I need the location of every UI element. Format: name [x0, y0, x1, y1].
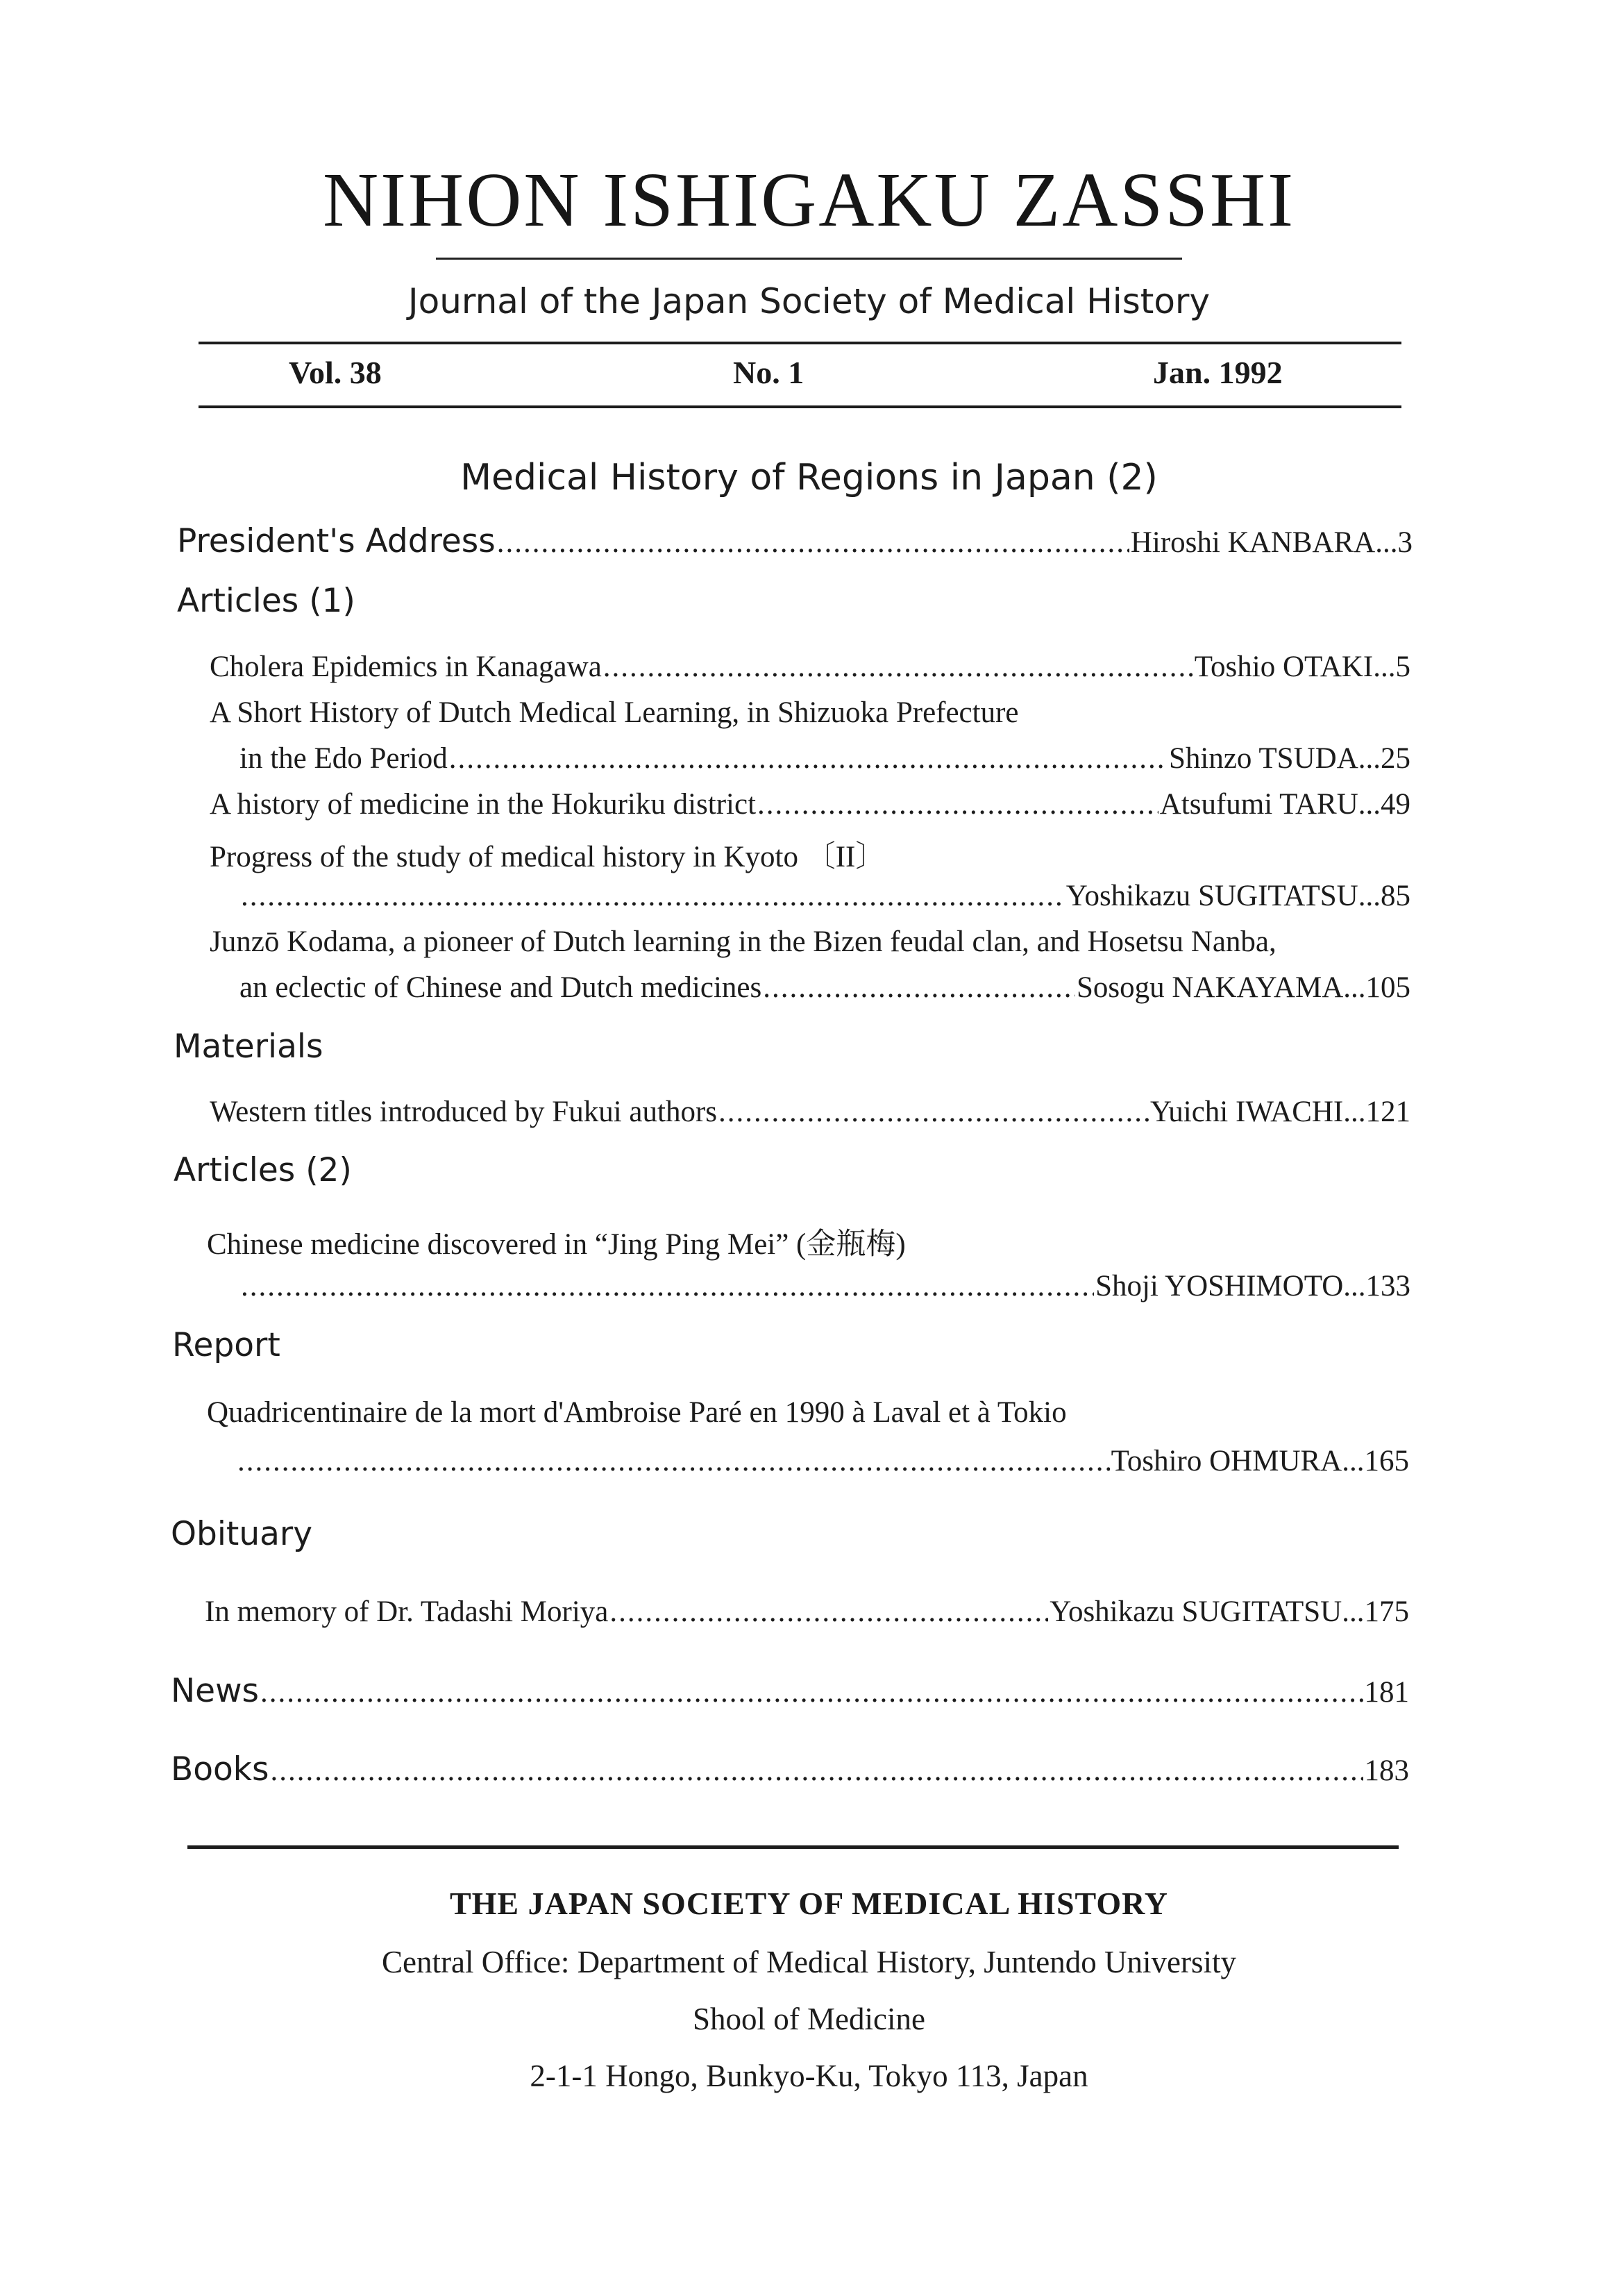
title-rule	[436, 258, 1182, 260]
toc-row-article[interactable]: in the Edo Period ..... Shinzo TSUDA...25	[239, 741, 1410, 776]
toc-author: Shinzo TSUDA	[1168, 742, 1358, 775]
toc-title: Cholera Epidemics in Kanagawa	[210, 651, 602, 683]
number-label: No. 1	[733, 355, 804, 390]
section-heading-articles-2: Articles (2)	[174, 1151, 352, 1189]
toc-row-news[interactable]	[171, 1672, 1409, 1710]
news-label: News	[171, 1672, 260, 1710]
footer-rule	[187, 1845, 1399, 1849]
toc-row-books[interactable]	[171, 1750, 1409, 1788]
dot-leader	[241, 879, 1065, 913]
toc-author: Shoji YOSHIMOTO	[1095, 1270, 1344, 1302]
toc-row-article[interactable]: ..... Shoji YOSHIMOTO...133	[239, 1269, 1410, 1303]
dot-leader	[763, 971, 1075, 1005]
section-heading-obituary: Obituary	[171, 1515, 313, 1553]
toc-row-obituary[interactable]: In memory of Dr. Tadashi Moriya ..... Yoshikazu SUGITATSU...175	[205, 1595, 1409, 1629]
toc-title-line[interactable]: A Short History of Dutch Medical Learning, in Shizuoka Prefecture	[210, 696, 1019, 729]
toc-author: Hiroshi KANBARA	[1130, 526, 1376, 559]
toc-title: A history of medicine in the Hokuriku district	[210, 788, 757, 821]
issue-rule-top	[199, 342, 1401, 344]
toc-row-material[interactable]: Western titles introduced by Fukui authors ..... Yuichi IWACHI...121	[210, 1095, 1410, 1129]
section-heading-materials: Materials	[174, 1028, 323, 1066]
issue-rule-bottom	[199, 405, 1401, 408]
section-heading-report: Report	[172, 1326, 280, 1364]
toc-author: Yoshikazu SUGITATSU	[1050, 1595, 1342, 1628]
dot-leader	[449, 741, 1168, 776]
section-heading-articles-1: Articles (1)	[177, 582, 355, 620]
toc-row-article[interactable]: ..... Yoshikazu SUGITATSU...85	[239, 879, 1410, 913]
toc-page: 133	[1365, 1270, 1410, 1302]
toc-title-line[interactable]: Junzō Kodama, a pioneer of Dutch learning in the Bizen feudal clan, and Hosetsu Nanba,	[210, 925, 1276, 958]
books-label: Books	[171, 1750, 269, 1788]
toc-row-article[interactable]: A history of medicine in the Hokuriku district ..... Atsufumi TARU...49	[210, 787, 1410, 821]
toc-page: 85	[1381, 880, 1410, 912]
toc-author: Yuichi IWACHI	[1149, 1096, 1344, 1128]
dot-leader	[497, 526, 1129, 560]
toc-page: 183	[1364, 1754, 1409, 1787]
dot-leader	[241, 1269, 1094, 1303]
dot-leader	[757, 787, 1158, 821]
journal-title: NIHON ISHIGAKU ZASSHI	[322, 158, 1296, 243]
toc-row-report[interactable]: ..... Toshiro OHMURA...165	[236, 1444, 1409, 1478]
publisher-office-line2: Shool of Medicine	[693, 2002, 925, 2036]
toc-page: 121	[1365, 1096, 1410, 1128]
dot-leader	[718, 1095, 1149, 1129]
issue-info-row	[199, 354, 1401, 396]
toc-title-line[interactable]: Quadricentinaire de la mort d'Ambroise Paré en 1990 à Laval et à Tokio	[207, 1396, 1067, 1429]
toc-title: In memory of Dr. Tadashi Moriya	[205, 1595, 609, 1628]
date-label: Jan. 1992	[1153, 355, 1283, 390]
toc-row-presidents-address[interactable]: President's Address ..... Hiroshi KANBARA...3	[177, 522, 1413, 560]
toc-title: in the Edo Period	[239, 742, 448, 775]
toc-author: Sosogu NAKAYAMA	[1076, 971, 1344, 1004]
toc-page: 165	[1364, 1445, 1409, 1477]
toc-row-article[interactable]: an eclectic of Chinese and Dutch medicines ..... Sosogu NAKAYAMA...105	[239, 971, 1410, 1005]
dot-leader	[603, 650, 1193, 684]
publisher-address: 2-1-1 Hongo, Bunkyo-Ku, Tokyo 113, Japan	[530, 2059, 1088, 2093]
toc-page: 181	[1364, 1676, 1409, 1709]
toc-title: an eclectic of Chinese and Dutch medicines	[239, 971, 762, 1004]
toc-page: 175	[1364, 1595, 1409, 1628]
dot-leader	[609, 1595, 1048, 1629]
toc-page: 5	[1395, 651, 1410, 683]
dot-leader	[237, 1444, 1110, 1478]
toc-author: Toshio OTAKI	[1194, 651, 1374, 683]
publisher-office-line1: Central Office: Department of Medical History, Juntendo University	[382, 1945, 1236, 1979]
dot-leader	[270, 1754, 1363, 1788]
toc-page: 49	[1381, 788, 1410, 821]
toc-page: 105	[1365, 971, 1410, 1004]
publisher-name: THE JAPAN SOCIETY OF MEDICAL HISTORY	[449, 1886, 1169, 1921]
journal-subtitle: Journal of the Japan Society of Medical History	[407, 281, 1211, 321]
toc-author: Yoshikazu SUGITATSU	[1065, 880, 1358, 912]
presidents-address-label: President's Address	[177, 522, 496, 560]
toc-author: Toshiro OHMURA	[1111, 1445, 1342, 1477]
dot-leader	[260, 1675, 1363, 1709]
toc-page: 3	[1397, 526, 1413, 559]
toc-page: 25	[1381, 742, 1410, 775]
toc-author: Atsufumi TARU	[1159, 788, 1358, 821]
volume-label: Vol. 38	[289, 355, 382, 390]
issue-theme: Medical History of Regions in Japan (2)	[460, 457, 1158, 498]
toc-title-line[interactable]: Progress of the study of medical history in Kyoto 〔II〕	[210, 841, 886, 873]
toc-row-article[interactable]: Cholera Epidemics in Kanagawa ..... Toshio OTAKI...5	[210, 650, 1410, 684]
toc-title-line[interactable]: Chinese medicine discovered in “Jing Ping Mei” (金瓶梅)	[207, 1228, 906, 1261]
toc-title: Western titles introduced by Fukui authors	[210, 1096, 717, 1128]
